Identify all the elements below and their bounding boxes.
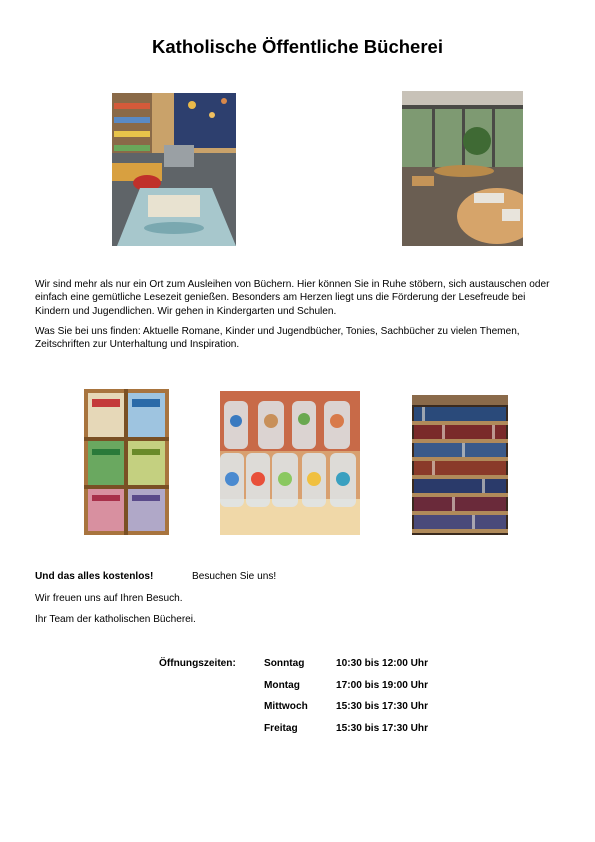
intro-paragraph-1: Wir sind mehr als nur ein Ort zum Ausleihen von Büchern. Hier können Sie in Ruhe stöbern, sich austauschen oder einfach eine gemütliche Lesezeit genießen. Besonders am Herzen liegt uns die Förderung der Lesefreude bei Kindern und Jugendlichen. Wir gehen in Kindergarten und Schulen.	[35, 279, 550, 317]
hours-day-sunday: Sonntag	[264, 658, 305, 669]
hours-time-wednesday: 15:30 bis 17:30 Uhr	[336, 701, 429, 712]
photo-magazine-shelf	[84, 389, 169, 535]
hours-time-friday: 15:30 bis 17:30 Uhr	[336, 723, 429, 734]
intro-paragraph-2: Was Sie bei uns finden: Aktuelle Romane, Kinder und Jugendbücher, Tonies, Sachbücher zu vielen Themen, Zeitschriften zur Unterhaltung und Inspiration.	[35, 326, 520, 351]
photo-library-interior	[402, 91, 523, 246]
hours-day-monday: Montag	[264, 680, 300, 691]
photo-kids-reading-corner	[112, 93, 236, 246]
team-signature: Ihr Team der katholischen Bücherei.	[35, 614, 196, 625]
hours-time-sunday: 10:30 bis 12:00 Uhr	[336, 658, 429, 669]
page-title: Katholische Öffentliche Bücherei	[152, 36, 443, 57]
hours-day-wednesday: Mittwoch	[264, 701, 308, 712]
photo-tonies-figures	[220, 391, 360, 535]
photo-bookshelves	[412, 395, 508, 535]
free-statement: Und das alles kostenlos!	[35, 571, 154, 582]
opening-hours-label: Öffnungszeiten:	[159, 658, 236, 669]
looking-forward-text: Wir freuen uns auf Ihren Besuch.	[35, 593, 183, 604]
hours-day-friday: Freitag	[264, 723, 298, 734]
visit-invitation: Besuchen Sie uns!	[192, 571, 277, 582]
hours-time-monday: 17:00 bis 19:00 Uhr	[336, 680, 429, 691]
